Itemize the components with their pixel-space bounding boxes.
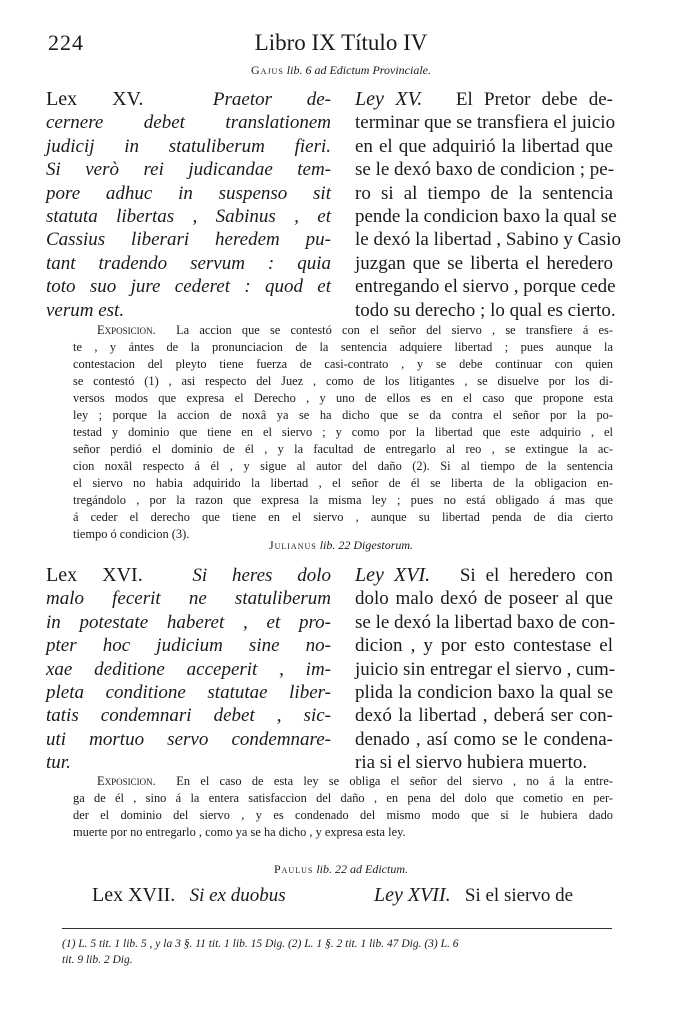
latin-line: tant tradendo servum : quia bbox=[46, 252, 331, 274]
exposicion-lex-xvi bbox=[73, 773, 613, 841]
attribution-julianus bbox=[0, 538, 682, 553]
spanish-line: en el que adquirió la libertad que bbox=[355, 135, 613, 157]
spanish-line: ria si el siervo hubiera muerto. bbox=[355, 752, 588, 774]
latin-heading: Lex XVI. bbox=[46, 564, 143, 586]
exposicion-line: á ceder el derecho que tiene en el siervo , aunque su libertad penda de dia cierto bbox=[73, 510, 613, 524]
exposicion-line: Exposicion. La accion que se contestó con el señor del siervo , se transfiere á es- bbox=[97, 323, 613, 337]
footnote-line: tit. 9 lib. 2 Dig. bbox=[62, 954, 133, 966]
latin-line: xae deditione acceperit , im- bbox=[46, 658, 331, 680]
spanish-line: le dexó la libertad , Sabino y Casio bbox=[355, 229, 621, 251]
exposicion-line: tregándolo , por la razon que expresa la misma ley ; pues no está obligado á mas que bbox=[73, 493, 613, 507]
spanish-text-ley-xvi bbox=[355, 564, 616, 775]
exposicion-line: tiempo ó condicion (3). bbox=[73, 527, 190, 541]
spanish-line: Ley XV. El Pretor debe de- bbox=[355, 88, 614, 110]
latin-line: tatis condemnari debet , sic- bbox=[46, 705, 331, 727]
latin-text-lex-xvi bbox=[46, 564, 331, 775]
exposicion-line: testad y dominio que tiene en el siervo ; y como por la libertad que este adquirio , el bbox=[73, 425, 613, 439]
spanish-line: juzgan que se liberta el heredero bbox=[355, 252, 613, 274]
latin-line: pter hoc judicium sine no- bbox=[46, 635, 331, 657]
attribution-work: lib. 22 ad Edictum. bbox=[316, 862, 408, 876]
spanish-line: Ley XVI. Si el heredero con bbox=[355, 564, 613, 586]
exposicion-line: ga de él , sino á la entera satisfaccion del daño , en pena del dolo que cometio en per- bbox=[73, 791, 613, 805]
spanish-line: dicion , y por esto contestase el bbox=[355, 635, 613, 657]
exposicion-line: señor perdió el dominio de él , y la facultad de entregarlo al reo , se extingue la ac- bbox=[73, 442, 613, 456]
attribution-paulus bbox=[0, 862, 682, 877]
exposicion-line: el siervo no habia adquirido la libertad , el señor de él se liberta de la obligacion en- bbox=[73, 476, 613, 490]
page-number: 224 bbox=[48, 30, 84, 55]
latin-line: pore adhuc in suspenso sit bbox=[46, 182, 331, 204]
footnote-divider bbox=[62, 928, 612, 929]
latin-line: cernere debet translationem bbox=[46, 112, 331, 134]
spanish-heading: Ley XV. bbox=[355, 88, 423, 110]
spanish-heading: Ley XVII. bbox=[374, 884, 451, 906]
exposicion-line: Exposicion. En el caso de esta ley se obliga el señor del siervo , no á la entre- bbox=[97, 774, 613, 788]
footnote-line: (1) L. 5 tit. 1 lib. 5 , y la 3 §. 11 tit. 1 lib. 15 Dig. (2) L. 1 §. 2 tit. 1 lib. 47 Dig. (3) L. 6 bbox=[62, 938, 459, 950]
attribution-work: lib. 6 ad Edictum Provinciale. bbox=[286, 63, 431, 77]
exposicion-label: Exposicion. bbox=[97, 323, 156, 337]
latin-line: pleta conditione statutae liber- bbox=[46, 682, 331, 704]
spanish-line: entregando el siervo , porque cede bbox=[355, 276, 616, 298]
spanish-heading: Ley XVI. bbox=[355, 564, 431, 586]
attribution-work: lib. 22 Digestorum. bbox=[319, 538, 414, 552]
latin-line: Cassius liberari heredem pu- bbox=[46, 229, 331, 251]
spanish-text-ley-xvii bbox=[374, 884, 619, 907]
exposicion-line: te , y ántes de la pronunciacion de la sentencia adquiere libertad ; pues aunque la bbox=[73, 340, 613, 354]
latin-line: Lex XVI. Si heres dolo bbox=[46, 564, 332, 586]
latin-line: verum est. bbox=[46, 299, 125, 321]
exposicion-lex-xv bbox=[73, 322, 613, 543]
spanish-line: denado , así como se le condena- bbox=[355, 728, 613, 750]
exposicion-line: der el dominio del siervo , y es condenado del mismo modo que si le hubiera dado bbox=[73, 808, 613, 822]
latin-line: judicij in statuliberum fieri. bbox=[46, 135, 331, 157]
spanish-line: plida la condicion baxo la qual se bbox=[355, 682, 613, 704]
latin-line: Si ex duobus bbox=[189, 885, 286, 906]
latin-line: tur. bbox=[46, 752, 71, 774]
attribution-author: Julianus bbox=[268, 538, 317, 552]
exposicion-line: se contestó (1) , asi respecto del Juez , como de los litigantes , se disuelve por los di- bbox=[73, 374, 613, 388]
spanish-line: terminar que se transfiera el juicio bbox=[355, 112, 616, 134]
latin-text-lex-xvii bbox=[92, 884, 342, 907]
spanish-line: se le dexó baxo de condicion ; pe- bbox=[355, 159, 615, 181]
footnotes bbox=[62, 936, 622, 968]
spanish-line: Si el siervo de bbox=[464, 885, 574, 906]
exposicion-line: ley ; porque la accion de noxâ ya se ha dicho que se da contra el señor por la po- bbox=[73, 408, 613, 422]
exposicion-line: contestacion del pleyto tiene fuerza de casi-contrato , y se debe continuar con quien bbox=[73, 357, 613, 371]
spanish-line: se le dexó la libertad baxo de con- bbox=[355, 611, 616, 633]
latin-line: Si verò rei judicandae tem- bbox=[46, 159, 331, 181]
spanish-line: ro si al tiempo de la sentencia bbox=[355, 182, 613, 204]
exposicion-line: cion noxâl respecto á él , y sigue al autor del daño (2). Si al tiempo de la sentencia bbox=[73, 459, 613, 473]
exposicion-line: versos modos que expresa el Derecho , y uno de ellos es en el caso que propone esta bbox=[73, 391, 613, 405]
spanish-line: dolo malo dexó de poseer al que bbox=[355, 588, 613, 610]
spanish-text-ley-xv bbox=[355, 88, 621, 322]
attribution-author: Gajus bbox=[251, 63, 284, 77]
exposicion-line: muerte por no entregarlo , como ya se ha dicho , y expresa esta ley. bbox=[73, 825, 406, 839]
spanish-line: pende la condicion baxo la qual se bbox=[355, 206, 617, 228]
latin-heading: Lex XV. bbox=[46, 88, 144, 110]
spanish-line: juicio sin entregar el siervo , cum- bbox=[355, 658, 616, 680]
latin-heading: Lex XVII. bbox=[92, 884, 176, 906]
spanish-line: dexó la libertad , deberá ser con- bbox=[355, 705, 613, 727]
latin-line: statuta libertas , Sabinus , et bbox=[46, 206, 331, 228]
latin-line: malo fecerit ne statuliberum bbox=[46, 588, 331, 610]
attribution-author: Paulus bbox=[273, 862, 314, 876]
latin-line: uti mortuo servo condemnare- bbox=[46, 728, 331, 750]
latin-line: toto suo jure cederet : quod et bbox=[46, 276, 331, 298]
latin-text-lex-xv bbox=[46, 88, 331, 322]
attribution-gajus bbox=[0, 63, 682, 78]
latin-line: Lex XV. Praetor de- bbox=[46, 88, 331, 110]
exposicion-label: Exposicion. bbox=[97, 774, 156, 788]
page-title: Libro IX Título IV bbox=[254, 30, 428, 55]
latin-line: in potestate haberet , et pro- bbox=[46, 611, 331, 633]
spanish-line: todo su derecho ; lo qual es cierto. bbox=[355, 299, 616, 321]
